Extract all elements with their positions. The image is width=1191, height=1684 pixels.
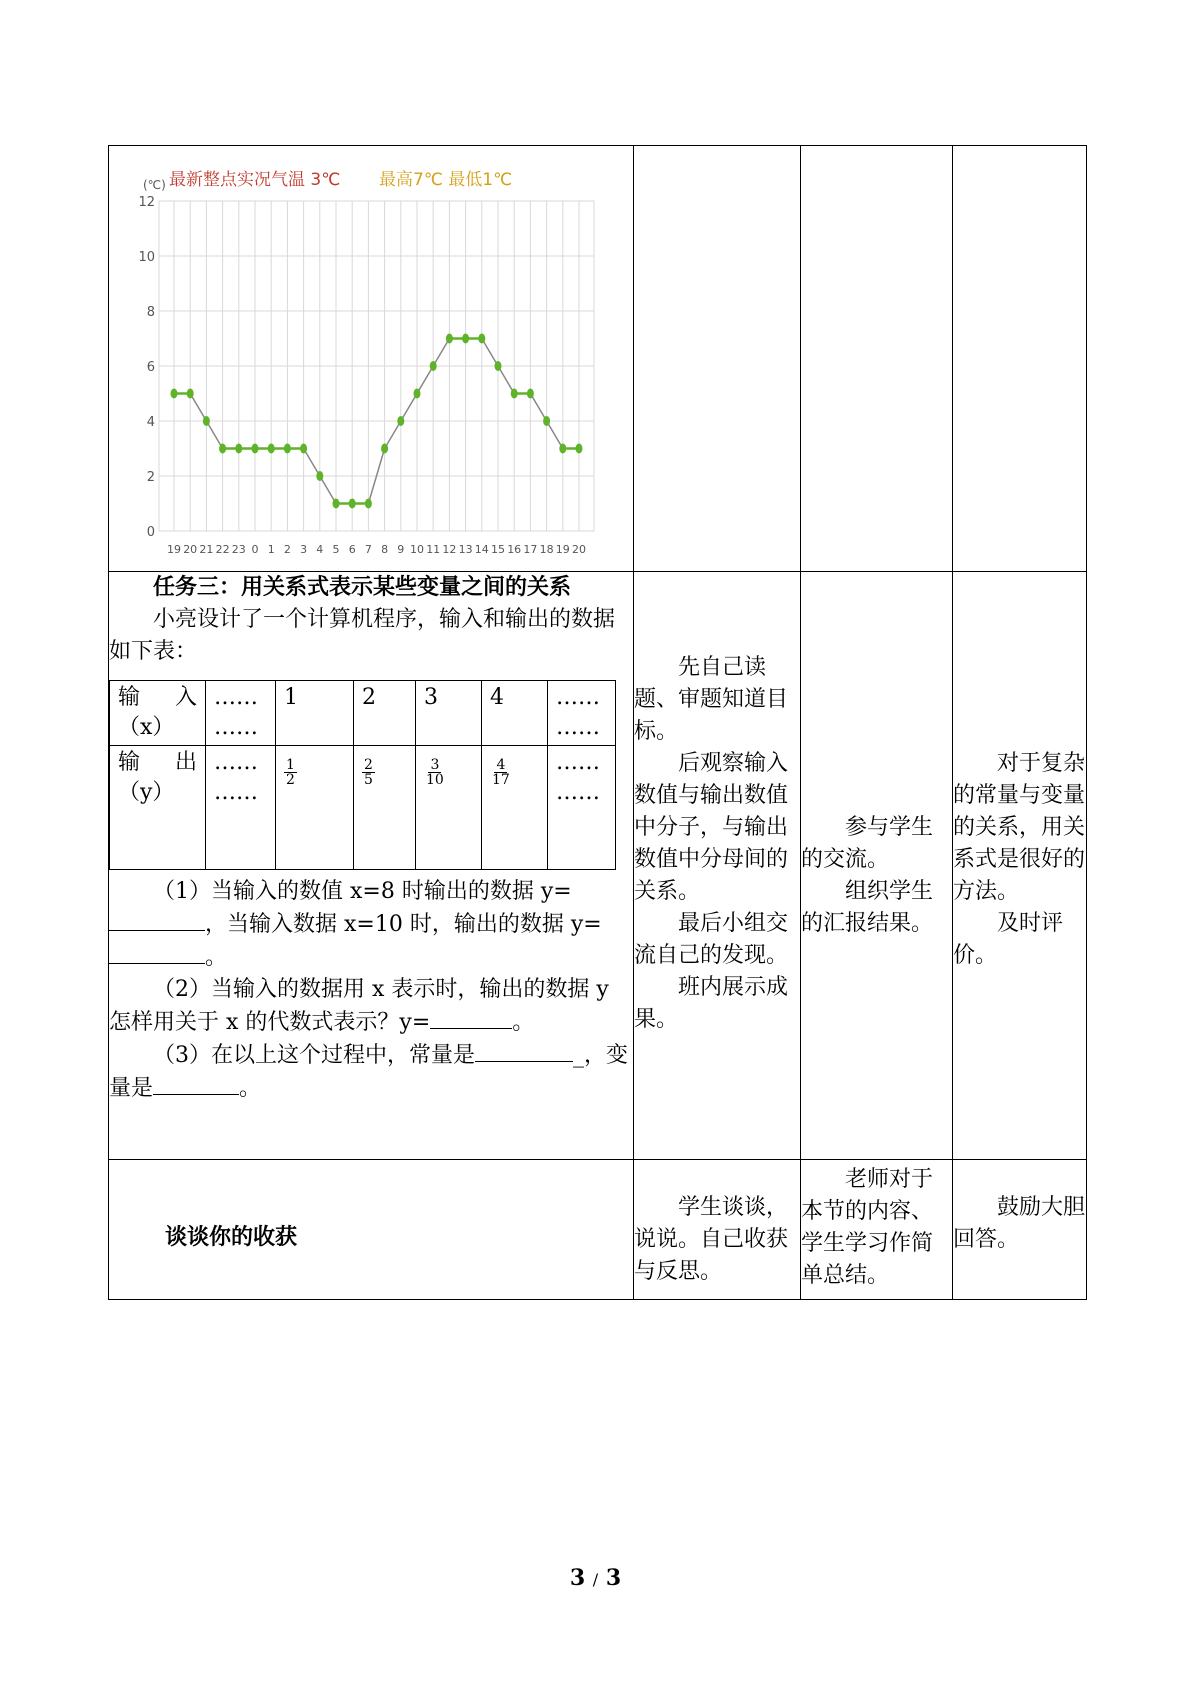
temperature-line-chart — [139, 156, 609, 556]
question-3-text-a: （3）在以上这个过程中，常量是 — [153, 1043, 475, 1068]
chart-x-tick-label: 20 — [183, 543, 198, 556]
chart-y-tick-label: 10 — [139, 250, 155, 265]
task3-title: 任务三：用关系式表示某些变量之间的关系 — [153, 575, 572, 600]
chart-x-tick-label: 21 — [199, 543, 214, 556]
harvest-student-cell — [634, 1160, 801, 1300]
chart-x-tick-label: 18 — [539, 543, 554, 556]
student-activity-p1: 先自己读题、审题知道目标。 — [634, 655, 789, 744]
io-input-label-b: （x） — [118, 715, 175, 740]
io-output-row — [110, 746, 616, 870]
io-output-ellipsis-left — [206, 746, 276, 870]
chart-y-tick-label: 12 — [139, 195, 155, 210]
io-input-cell: 1 — [276, 681, 354, 746]
chart-y-tick-label: 4 — [146, 415, 155, 430]
page-total: 3 — [605, 1565, 622, 1591]
question-1-text-a: （1）当输入的数值 x=8 时输出的数据 y= — [153, 879, 572, 904]
chart-y-tick-label: 2 — [146, 470, 155, 485]
question-3-text-b: _，变量是 — [109, 1043, 629, 1101]
design-intent-p1: 对于复杂的常量与变量的关系，用关系式是很好的方法。 — [953, 751, 1086, 904]
chart-x-tick-label: 19 — [167, 543, 181, 556]
page-separator: / — [592, 1570, 599, 1589]
ellipsis: … — [578, 715, 600, 740]
io-input-ellipsis-right — [548, 681, 616, 746]
io-output-label-a: 输 出 — [118, 750, 197, 775]
ellipsis: … — [578, 685, 600, 710]
chart-row-col2 — [634, 146, 801, 572]
fraction-numerator: 1 — [286, 757, 295, 773]
io-output-cell — [416, 746, 482, 870]
ellipsis: … — [236, 780, 258, 805]
chart-x-tick-label: 0 — [251, 543, 259, 556]
student-activity-p2: 后观察输入数值与输出数值中分子，与输出数值中分母间的关系。 — [634, 751, 789, 904]
io-input-cell: 4 — [482, 681, 548, 746]
chart-x-tick-label: 6 — [348, 543, 356, 556]
harvest-title: 谈谈你的收获 — [165, 1225, 298, 1250]
chart-y-tick-label: 6 — [146, 360, 155, 375]
chart-x-tick-label: 20 — [572, 543, 586, 556]
question-2-text-a: （2）当输入的数据用 x 表示时，输出的数据 y 怎样用关于 x 的代数式表示？y= — [109, 977, 609, 1035]
ellipsis: … — [214, 715, 236, 740]
harvest-intent-cell — [953, 1160, 1087, 1300]
chart-x-tick-label: 15 — [491, 543, 505, 556]
chart-x-tick-label: 13 — [458, 543, 473, 556]
io-table — [109, 680, 616, 870]
chart-x-tick-label: 12 — [442, 543, 457, 556]
harvest-row — [109, 1160, 1087, 1300]
fraction — [424, 758, 446, 787]
teacher-activity-cell — [801, 572, 953, 1160]
io-input-label — [110, 681, 206, 746]
io-input-row — [110, 681, 616, 746]
fraction — [362, 758, 375, 787]
chart-title-left: 最新整点实况气温 3℃ — [169, 170, 341, 190]
chart-data-point — [381, 444, 388, 454]
fraction-numerator: 3 — [430, 757, 440, 773]
fraction — [284, 758, 297, 787]
chart-x-tick-label: 16 — [507, 543, 522, 556]
question-1 — [109, 876, 633, 974]
ellipsis: … — [578, 780, 600, 805]
question-2 — [109, 974, 633, 1039]
student-activity-cell — [634, 572, 801, 1160]
chart-y-tick-label: 0 — [146, 525, 155, 540]
harvest-teacher-cell — [801, 1160, 953, 1300]
ellipsis: … — [556, 750, 578, 775]
page-current: 3 — [569, 1565, 586, 1591]
io-output-label — [110, 746, 206, 870]
io-input-label-a: 输 入 — [118, 685, 197, 710]
chart-x-tick-label: 7 — [364, 543, 372, 556]
question-1-text-c: 。 — [205, 945, 228, 970]
question-3-text-c: 。 — [239, 1076, 262, 1101]
teacher-activity-p1: 参与学生的交流。 — [801, 815, 934, 872]
fraction-numerator: 4 — [496, 757, 506, 773]
fraction — [490, 758, 512, 787]
io-output-ellipsis-right — [548, 746, 616, 870]
fraction-denominator: 2 — [286, 772, 295, 788]
question-1-text-b: ，当输入数据 x=10 时，输出的数据 y= — [205, 912, 602, 937]
ellipsis: … — [578, 750, 600, 775]
chart-x-tick-label: 2 — [283, 543, 291, 556]
student-activity-p3: 最后小组交流自己的发现。 — [634, 911, 789, 968]
harvest-teacher-text: 老师对于本节的内容、学生学习作简单总结。 — [801, 1167, 934, 1288]
io-output-cell — [276, 746, 354, 870]
chart-x-tick-label: 22 — [215, 543, 230, 556]
harvest-student-text: 学生谈谈，说说。自己收获与反思。 — [634, 1195, 789, 1284]
teacher-activity-p2: 组织学生的汇报结果。 — [801, 879, 934, 936]
answer-blank — [109, 908, 205, 931]
chart-data-point — [543, 416, 550, 426]
io-input-cell: 3 — [416, 681, 482, 746]
chart-row — [109, 146, 1087, 572]
task3-intro: 小亮设计了一个计算机程序，输入和输出的数据如下表： — [109, 607, 616, 664]
fraction-denominator: 10 — [426, 772, 444, 788]
ellipsis: … — [214, 685, 236, 710]
fraction-numerator: 2 — [364, 757, 373, 773]
question-3 — [109, 1039, 633, 1105]
task3-row — [109, 572, 1087, 1160]
chart-x-tick-label: 3 — [300, 543, 308, 556]
design-intent-p2: 及时评价。 — [953, 911, 1064, 968]
chart-x-tick-label: 19 — [555, 543, 570, 556]
harvest-title-cell — [109, 1160, 634, 1300]
fraction-denominator: 17 — [492, 772, 510, 788]
io-input-cell: 2 — [354, 681, 416, 746]
chart-data-point — [430, 361, 437, 371]
io-output-cell — [354, 746, 416, 870]
temperature-chart — [139, 156, 609, 556]
chart-row-col4 — [953, 146, 1087, 572]
ellipsis: … — [556, 685, 578, 710]
lesson-table — [108, 145, 1087, 1300]
io-output-label-b: （y） — [118, 780, 175, 805]
chart-x-tick-label: 4 — [316, 543, 324, 556]
io-input-ellipsis-left — [206, 681, 276, 746]
chart-title-right: 最高7℃ 最低1℃ — [379, 170, 513, 190]
chart-x-tick-label: 9 — [397, 543, 405, 556]
chart-x-tick-label: 23 — [231, 543, 246, 556]
answer-blank — [475, 1039, 573, 1062]
chart-data-point — [397, 416, 404, 426]
ellipsis: … — [236, 715, 258, 740]
harvest-intent-text: 鼓励大胆回答。 — [953, 1195, 1086, 1252]
chart-cell — [109, 146, 634, 572]
chart-y-tick-label: 8 — [146, 305, 155, 320]
ellipsis: … — [236, 750, 258, 775]
chart-x-tick-label: 10 — [410, 543, 424, 556]
ellipsis: … — [214, 780, 236, 805]
answer-blank — [109, 941, 205, 964]
answer-blank — [430, 1006, 512, 1029]
page-number — [0, 1565, 1191, 1591]
ellipsis: … — [556, 780, 578, 805]
chart-row-col3 — [801, 146, 953, 572]
chart-x-tick-label: 17 — [523, 543, 538, 556]
chart-x-tick-label: 14 — [474, 543, 489, 556]
chart-data-point — [495, 361, 502, 371]
chart-x-tick-label: 1 — [267, 543, 275, 556]
answer-blank — [153, 1072, 239, 1095]
ellipsis: … — [556, 715, 578, 740]
chart-y-unit: (℃) — [143, 178, 166, 192]
chart-data-point — [414, 389, 421, 399]
chart-x-tick-label: 8 — [381, 543, 389, 556]
chart-data-point — [316, 471, 323, 481]
question-2-text-b: 。 — [512, 1010, 535, 1035]
chart-x-tick-label: 5 — [332, 543, 340, 556]
ellipsis: … — [214, 750, 236, 775]
student-activity-p4: 班内展示成果。 — [634, 975, 789, 1032]
chart-x-tick-label: 11 — [426, 543, 441, 556]
fraction-denominator: 5 — [364, 772, 373, 788]
ellipsis: … — [236, 685, 258, 710]
io-output-cell — [482, 746, 548, 870]
chart-data-point — [203, 416, 210, 426]
design-intent-cell — [953, 572, 1087, 1160]
task3-content-cell — [109, 572, 634, 1160]
